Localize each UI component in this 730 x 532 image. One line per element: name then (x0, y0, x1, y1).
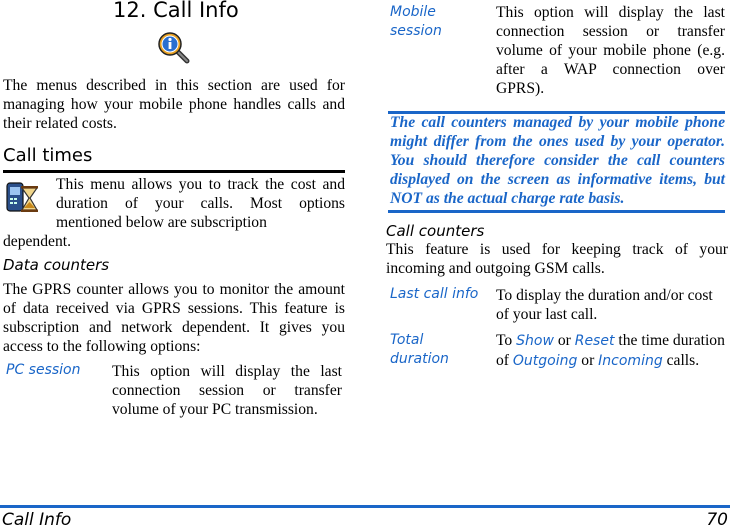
call-times-paragraph-cont: dependent. (3, 233, 71, 250)
option-label-total-duration: Total duration (390, 332, 449, 367)
footer-divider (0, 505, 730, 508)
page-number: 70 (706, 510, 728, 530)
call-counters-heading: Call counters (386, 222, 485, 240)
option-label-mobile-session: Mobile session (390, 4, 442, 39)
section-divider (3, 170, 345, 173)
option-label-pc-session: PC session (6, 362, 81, 378)
desc-text: To (496, 332, 517, 349)
menu-term-reset: Reset (574, 333, 615, 349)
menu-term-incoming: Incoming (598, 353, 663, 369)
magnifier-info-icon (156, 30, 192, 66)
option-desc-total-duration (496, 331, 728, 371)
call-times-paragraph: This menu allows you to track the cost and duration of your calls. Most options mentioned below are subscription (56, 176, 345, 231)
intro-paragraph: The menus described in this section are used for managing how your mobile phone handles calls and their related costs. (3, 77, 345, 132)
data-counters-paragraph: The GPRS counter allows you to monitor the amount of data received via GPRS sessions. This feature is subscription and network dependent. It gives you access to the following options: (3, 281, 345, 355)
desc-text: or (577, 352, 599, 369)
chapter-title: 12. Call Info (113, 0, 239, 22)
menu-term-show: Show (516, 333, 554, 349)
call-times-heading: Call times (3, 145, 93, 166)
desc-text: or (553, 332, 575, 349)
option-label-last-call-info: Last call info (390, 286, 479, 302)
menu-term-outgoing: Outgoing (512, 353, 578, 369)
footer-section-name: Call Info (2, 510, 72, 530)
data-counters-heading: Data counters (3, 256, 110, 274)
desc-text: calls. (662, 352, 700, 369)
option-desc-mobile-session: This option will display the last connection session or transfer volume of your mobile phone (e.g. after a WAP connection over GPRS). (496, 4, 725, 97)
hourglass-phone-icon (4, 179, 40, 215)
desc-text: the time duration of (496, 332, 725, 369)
note-box: The call counters managed by your mobile phone might differ from the ones used by your operator. You should therefore consider the call counters displayed on the screen as informative items, but NOT as the actual charge rate basis. (390, 114, 725, 207)
note-divider-bottom (388, 210, 725, 213)
option-desc-last-call-info: To display the duration and/or cost of your last call. (496, 287, 713, 323)
option-desc-pc-session: This option will display the last connection session or transfer volume of your PC transmission. (112, 363, 342, 418)
call-counters-paragraph: This feature is used for keeping track of your incoming and outgoing GSM calls. (386, 241, 728, 277)
